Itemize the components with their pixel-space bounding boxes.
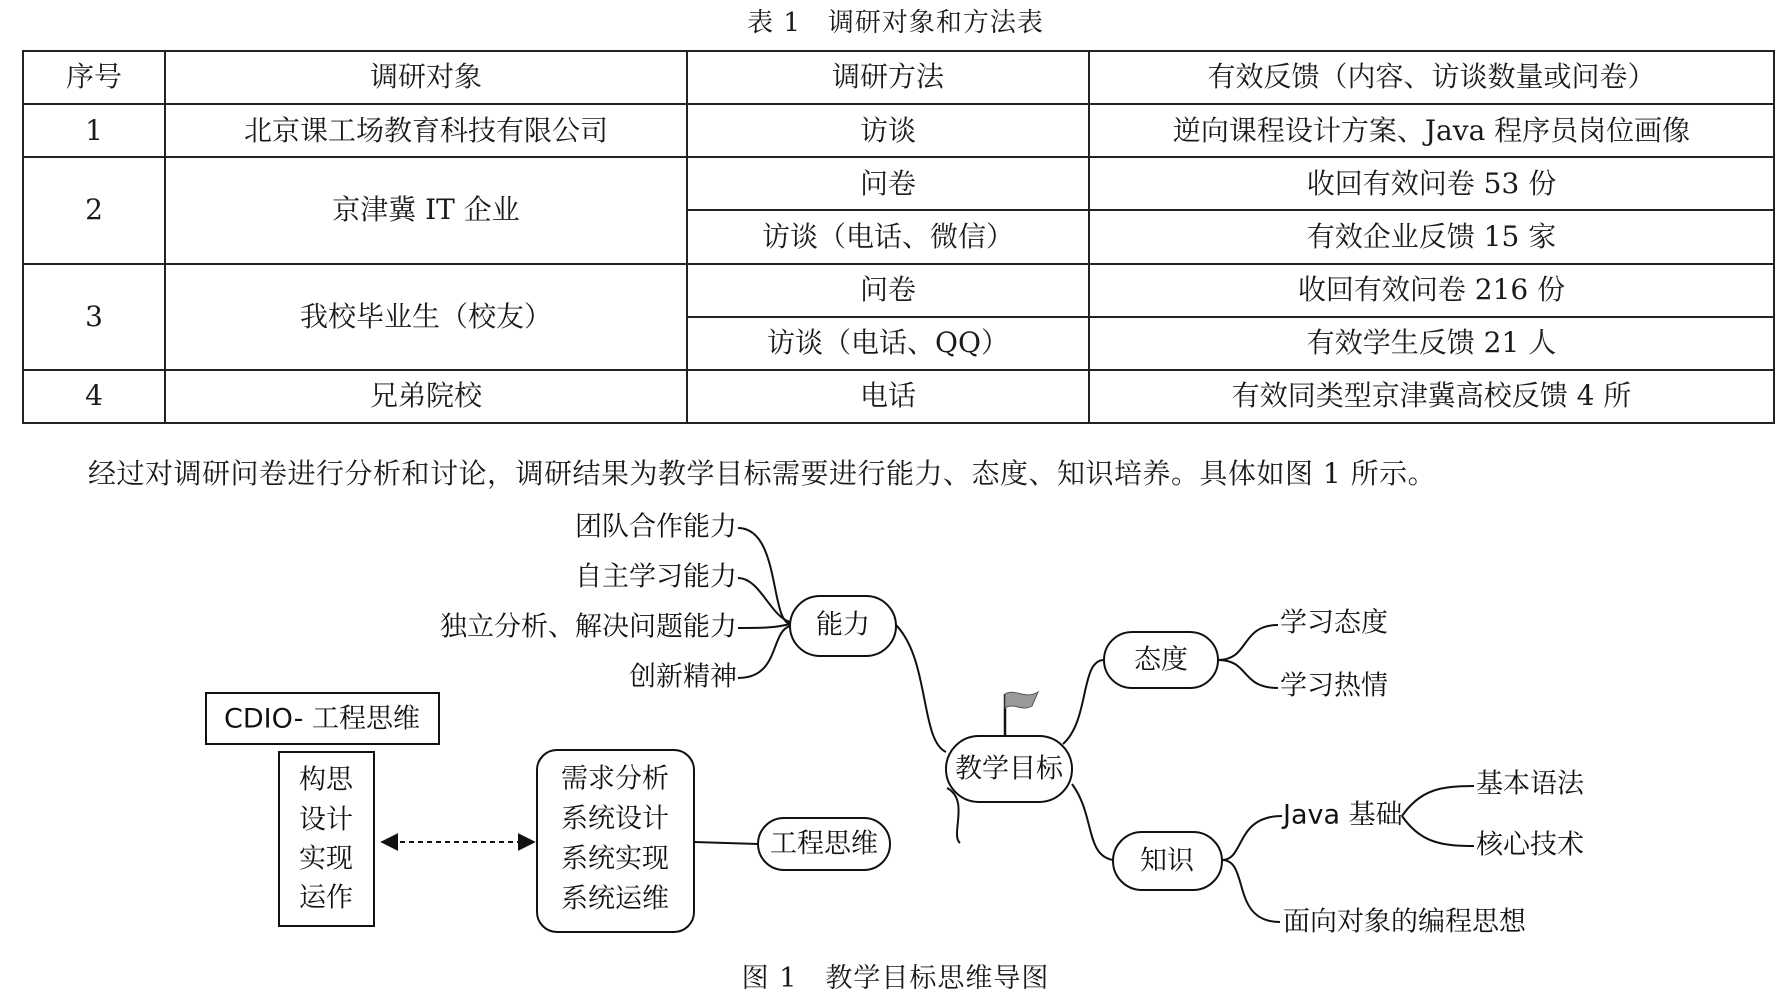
row-target: 我校毕业生（校友） — [165, 264, 687, 370]
row-feedback: 有效学生反馈 21 人 — [1089, 317, 1774, 370]
ability-self-study: 自主学习能力 — [575, 561, 737, 593]
java-basic-syntax: 基本语法 — [1476, 768, 1584, 800]
header-target: 调研对象 — [165, 51, 687, 104]
step-requirements: 需求分析 — [561, 763, 669, 795]
cdio-operate: 运作 — [299, 882, 353, 914]
connector-teamwork — [738, 528, 790, 624]
step-implementation: 系统实现 — [561, 843, 669, 875]
row-feedback: 有效企业反馈 15 家 — [1089, 210, 1774, 263]
connector-center-attitude — [1063, 660, 1104, 744]
row-target: 北京课工场教育科技有限公司 — [165, 104, 687, 157]
figure-caption: 图 1 教学目标思维导图 — [741, 963, 1050, 994]
row-no: 4 — [23, 370, 165, 423]
row-no: 2 — [23, 157, 165, 263]
row-feedback: 有效同类型京津冀高校反馈 4 所 — [1089, 370, 1774, 423]
row-no: 1 — [23, 104, 165, 157]
row-method: 问卷 — [687, 264, 1089, 317]
connector-attitude-1 — [1218, 625, 1278, 660]
connector-steps-engineering — [694, 842, 758, 844]
connector-knowledge-java — [1222, 816, 1282, 860]
attitude-label: 态度 — [1134, 644, 1188, 676]
row-feedback: 收回有效问卷 216 份 — [1089, 264, 1774, 317]
row-target: 京津冀 IT 企业 — [165, 157, 687, 263]
cdio-conceive: 构思 — [299, 764, 353, 796]
step-operations: 系统运维 — [561, 883, 669, 915]
header-no: 序号 — [23, 51, 165, 104]
connector-center-knowledge — [1072, 784, 1113, 860]
attitude-learning-passion: 学习热情 — [1280, 670, 1388, 702]
connector-ability-center — [896, 625, 946, 752]
row-target: 兄弟院校 — [165, 370, 687, 423]
cdio-title: CDIO- 工程思维 — [224, 703, 420, 735]
engineering-label: 工程思维 — [770, 828, 878, 860]
center-label: 教学目标 — [955, 753, 1063, 785]
header-method: 调研方法 — [687, 51, 1089, 104]
connector-attitude-2 — [1218, 660, 1278, 688]
header-feedback: 有效反馈（内容、访谈数量或问卷） — [1089, 51, 1774, 104]
connector-knowledge-oop — [1222, 860, 1280, 922]
connector-java-syntax — [1402, 786, 1474, 816]
attitude-learning-attitude: 学习态度 — [1280, 607, 1388, 639]
connector-analysis — [738, 624, 790, 628]
ability-problem-solving: 独立分析、解决问题能力 — [440, 611, 737, 643]
ability-innovation: 创新精神 — [629, 661, 737, 693]
row-feedback: 逆向课程设计方案、Java 程序员岗位画像 — [1089, 104, 1774, 157]
row-method: 访谈 — [687, 104, 1089, 157]
knowledge-oop: 面向对象的编程思想 — [1283, 906, 1526, 938]
knowledge-java: Java 基础 — [1283, 799, 1403, 831]
row-feedback: 收回有效问卷 53 份 — [1089, 157, 1774, 210]
ability-teamwork: 团队合作能力 — [575, 511, 737, 543]
connector-innovation — [738, 626, 790, 678]
row-method: 访谈（电话、QQ） — [687, 317, 1089, 370]
ability-label: 能力 — [816, 609, 870, 641]
knowledge-label: 知识 — [1140, 845, 1194, 877]
row-method: 问卷 — [687, 157, 1089, 210]
cdio-design: 设计 — [299, 804, 353, 836]
body-paragraph: 经过对调研问卷进行分析和讨论，调研结果为教学目标需要进行能力、态度、知识培养。具体如图 1 所示。 — [88, 457, 1437, 490]
connector-engineering-center — [947, 788, 960, 843]
java-core-tech: 核心技术 — [1476, 829, 1584, 861]
cdio-implement: 实现 — [299, 843, 353, 875]
connector-java-core — [1402, 816, 1474, 846]
flag-icon — [1005, 692, 1038, 738]
row-method: 电话 — [687, 370, 1089, 423]
row-method: 访谈（电话、微信） — [687, 210, 1089, 263]
step-design: 系统设计 — [561, 803, 669, 835]
row-no: 3 — [23, 264, 165, 370]
table-caption: 表 1 调研对象和方法表 — [747, 8, 1044, 38]
